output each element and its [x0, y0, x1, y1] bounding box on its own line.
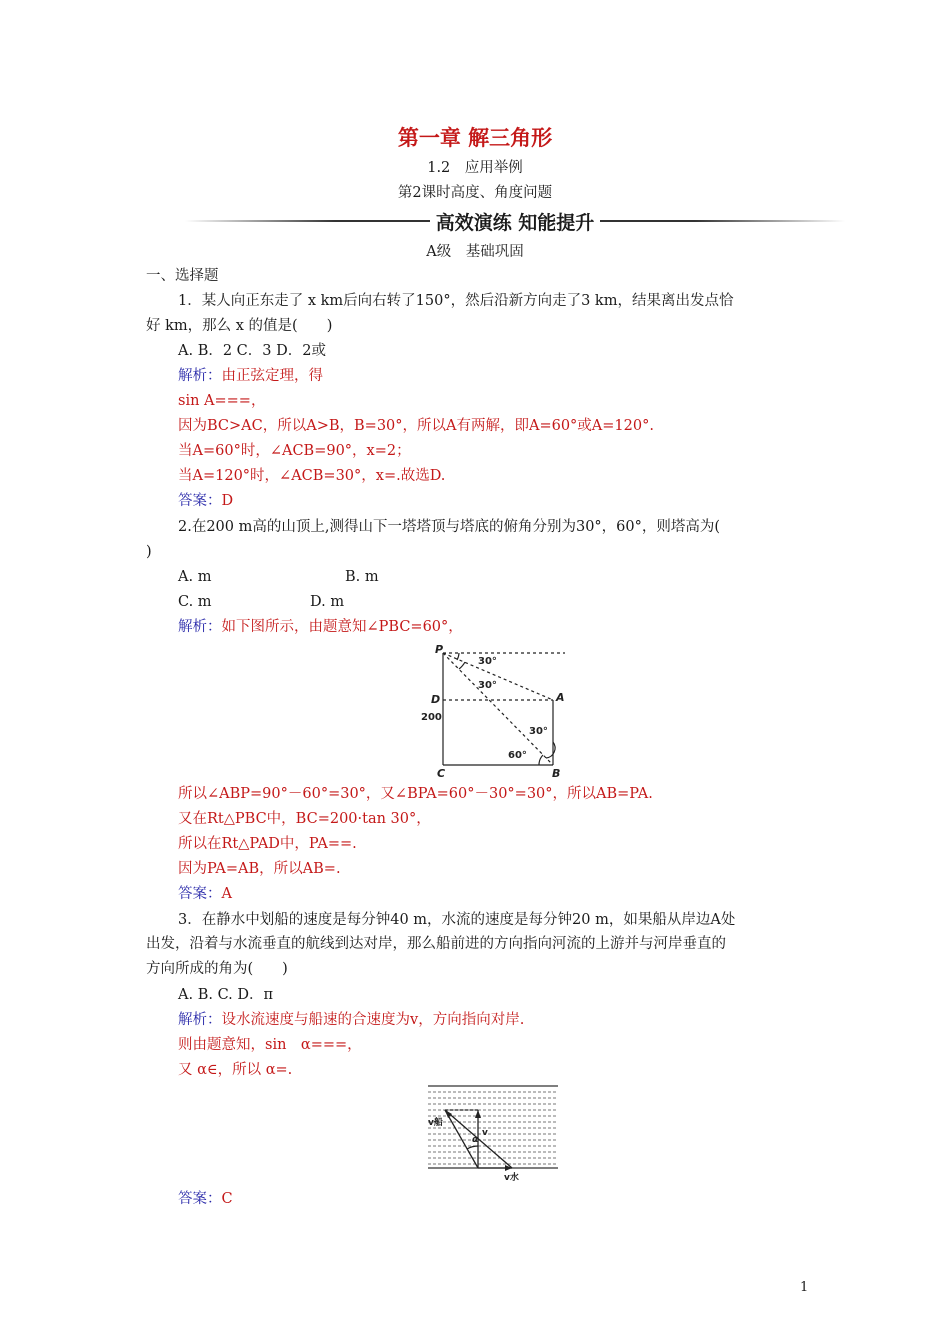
- q3-stem-line2: 出发，沿着与水流垂直的航线到达对岸，那么船前进的方向指向河流的上游并与河岸垂直的: [146, 936, 726, 952]
- label-d: D: [431, 693, 441, 706]
- q1-answer-value: D: [221, 493, 234, 509]
- q2-stem-line2: ): [146, 544, 152, 560]
- q2-option-d: D. m: [310, 594, 345, 610]
- angle-arc-b2: [546, 742, 555, 758]
- q3-options: A. B. C. D．π: [178, 987, 274, 1003]
- tower-figure: [415, 640, 575, 780]
- q3-answer: [178, 1189, 233, 1209]
- arrowhead-boat: [445, 1110, 452, 1118]
- label-b: B: [552, 767, 561, 780]
- label-height: 200: [421, 712, 442, 723]
- q2-option-c: C. m: [178, 594, 212, 610]
- water-lines: [428, 1092, 558, 1164]
- q1-answer: [178, 491, 233, 511]
- level-title: A级 基础巩固: [426, 244, 524, 260]
- q2-solution-line5: 因为PA=AB，所以AB=.: [178, 861, 341, 877]
- q2-answer-value: A: [221, 886, 232, 902]
- q1-solution-line4: 当A=60°时，∠ACB=90°，x=2；: [178, 443, 411, 459]
- label-a: A: [556, 691, 565, 704]
- q1-solution-line5: 当A=120°时，∠ACB=30°，x=.故选D.: [178, 468, 446, 484]
- q3-answer-value: C: [221, 1191, 233, 1207]
- q3-solution-label: 解析：: [178, 1012, 222, 1028]
- q2-answer: [178, 884, 232, 904]
- angle-arc-1: [457, 653, 459, 660]
- angle-arc-b: [539, 755, 543, 765]
- q1-solution-line2: sin A===，: [178, 393, 266, 409]
- q3-stem-line3: 方向所成的角为( ): [146, 961, 288, 977]
- label-alpha: α: [472, 1135, 479, 1145]
- q1-options: A. B．2 C．3 D．2或: [178, 343, 326, 359]
- banner-text: 高效演练 知能提升: [430, 212, 601, 234]
- label-v-water: v水: [504, 1173, 519, 1182]
- label-v-boat: v船: [428, 1118, 443, 1128]
- q1-stem-line1: 1．某人向正东走了 x km后向右转了150°，然后沿新方向走了3 km，结果离出发点恰: [178, 293, 734, 309]
- q3-solution-line2: 则由题意知，sin α===，: [178, 1037, 362, 1053]
- q2-stem-line1: 2.在200 m高的山顶上,测得山下一塔塔顶与塔底的俯角分别为30°，60°，则塔高为(: [178, 519, 721, 535]
- river-figure: [426, 1084, 561, 1182]
- q1-stem-line2: 好 km，那么 x 的值是( ): [146, 318, 333, 334]
- part-title: 一、选择题: [146, 268, 219, 284]
- q2-solution-line3: 又在Rt△PBC中，BC=200·tan 30°，: [178, 811, 431, 827]
- arrowhead-result: [475, 1110, 481, 1118]
- sightline-pb: [443, 653, 553, 765]
- label-p: P: [435, 643, 444, 656]
- q2-solution-line2: 所以∠ABP=90°－60°=30°，又∠BPA=60°－30°=30°，所以AB=PA.: [178, 786, 653, 802]
- section-title: 1.2 应用举例: [427, 160, 523, 176]
- chapter-title: 第一章 解三角形: [397, 126, 553, 150]
- q1-solution-text1: 由正弦定理，得: [221, 368, 323, 384]
- q1-answer-label: 答案：: [178, 493, 222, 509]
- q2-option-a: A. m: [178, 569, 212, 585]
- sightline-pa: [443, 653, 553, 700]
- q1-solution-label: 解析：: [178, 368, 222, 384]
- label-c: C: [437, 767, 446, 780]
- angle-arc-2: [459, 662, 465, 669]
- label-angle-1: 30°: [478, 656, 497, 667]
- q1-solution-line3: 因为BC>AC，所以A>B，B=30°，所以A有两解，即A=60°或A=120°.: [178, 418, 654, 434]
- q2-solution-text1: 如下图所示，由题意知∠PBC=60°，: [221, 619, 463, 635]
- q2-solution-line1: [178, 617, 463, 637]
- lesson-title: 第2课时高度、角度问题: [397, 185, 553, 201]
- label-angle-4: 60°: [508, 750, 527, 761]
- q3-solution-line1: [178, 1010, 524, 1030]
- q2-solution-line4: 所以在Rt△PAD中，PA==.: [178, 836, 357, 852]
- q3-solution-text1: 设水流速度与船速的合速度为v，方向指向对岸.: [221, 1012, 525, 1028]
- arrowhead-water: [505, 1165, 512, 1171]
- q2-option-b: B. m: [345, 569, 379, 585]
- q2-answer-label: 答案：: [178, 886, 222, 902]
- label-angle-2: 30°: [478, 680, 497, 691]
- q2-solution-label: 解析：: [178, 619, 222, 635]
- q3-answer-label: 答案：: [178, 1191, 222, 1207]
- q3-solution-line3: 又 α∈，所以 α=.: [178, 1062, 293, 1078]
- label-angle-3: 30°: [529, 726, 548, 737]
- label-v: v: [482, 1128, 488, 1138]
- q3-stem-line1: 3．在静水中划船的速度是每分钟40 m，水流的速度是每分钟20 m，如果船从岸边A处: [178, 912, 736, 928]
- q1-solution-line1: [178, 366, 323, 386]
- page-number: 1: [800, 1280, 809, 1295]
- banner: [185, 206, 845, 236]
